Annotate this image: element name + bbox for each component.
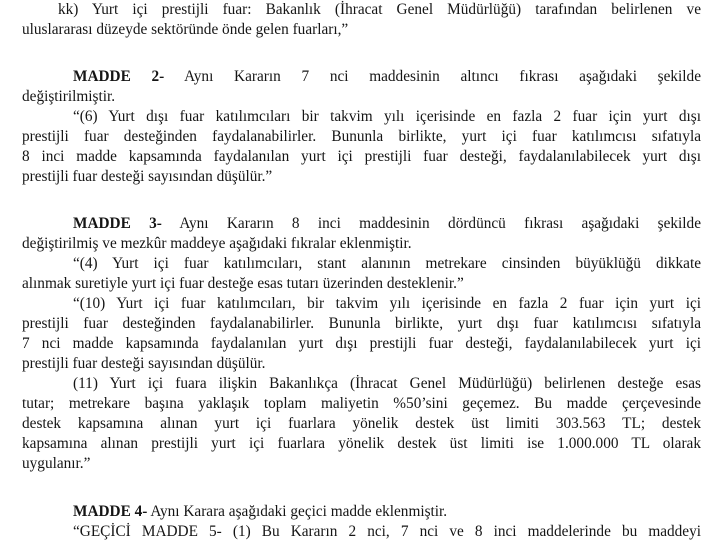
definition-kk-line-1: kk) Yurt içi prestijli fuar: Bakanlık (İhracat Genel Müdürlüğü) tarafından belirlenen ve — [58, 1, 701, 18]
madde-3-p4-line-1: “(4) Yurt içi fuar katılımcıları, stant alanının metrekare cinsinden büyüklüğü dikkate — [73, 255, 701, 272]
madde-2-intro-line-2: değiştirilmiştir. — [22, 88, 116, 105]
madde-3-heading: MADDE 3- — [73, 215, 162, 232]
madde-2-intro-text: Aynı Kararın 7 nci maddesinin altıncı fıkrası aşağıdaki şekilde — [184, 68, 701, 85]
madde-2-first-line — [73, 67, 701, 87]
madde-2-p6-line-1: “(6) Yurt dışı fuar katılımcıları bir takvim yılı içerisinde en fazla 2 fuar için yurt dışı — [73, 108, 701, 125]
madde-2-heading: MADDE 2- — [73, 68, 165, 85]
madde-4-intro-text: Aynı Karara aşağıdaki geçici madde eklenmiştir. — [150, 503, 448, 520]
madde-3-p11-line-4: kapsamına alınan prestijli yurt içi fuarlara yönelik destek üst limiti ise 1.000.000 TL olarak — [22, 435, 701, 452]
madde-3-p10-line-1: “(10) Yurt içi fuar katılımcıları, bir takvim yılı içerisinde en fazla 2 fuar için yurt içi — [73, 295, 701, 312]
definition-kk-line-2: uluslararası düzeyde sektöründe önde gelen fuarları,” — [22, 21, 349, 38]
madde-3-intro-text: Aynı Kararın 8 inci maddesinin dördüncü fıkrası aşağıdaki şekilde — [179, 215, 701, 232]
madde-4-heading: MADDE 4- — [73, 503, 148, 520]
madde-3-first-line — [73, 214, 701, 234]
madde-3-p11-line-2: tutar; metrekare başına yaklaşık toplam maliyetin %50’sini geçemez. Bu madde çerçevesinde — [22, 395, 701, 412]
madde-3-intro-line-2: değiştirilmiş ve mezkûr maddeye aşağıdaki fıkralar eklenmiştir. — [22, 235, 412, 252]
madde-3-p11-line-3: destek kapsamına alınan yurt içi fuarlara yönelik destek üst limiti 303.563 TL; destek — [22, 415, 701, 432]
madde-3-p10-line-4: prestijli fuar desteği sayısından düşülür. — [22, 355, 266, 372]
madde-2-p6-line-3: 8 inci madde kapsamında faydalanılan yurt içi prestijli fuar desteği, faydalanılabilecek yurt dışı — [22, 148, 701, 165]
madde-3-p10-line-3: 7 nci madde kapsamında faydalanılan yurt dışı prestijli fuar desteği, faydalanılabilecek yurt içi — [22, 335, 701, 352]
madde-4-first-line — [73, 502, 447, 522]
madde-2-p6-line-2: prestijli fuar desteğinden faydalanabilirler. Bununla birlikte, yurt içi fuar katılımcısı sıfatıyla — [22, 128, 701, 145]
madde-3-p11-line-1: (11) Yurt içi fuara ilişkin Bakanlıkça (İhracat Genel Müdürlüğü) belirlenen desteğe esas — [73, 375, 701, 392]
madde-4-line-2: “GEÇİCİ MADDE 5- (1) Bu Kararın 2 nci, 7 nci ve 8 inci maddelerinde bu maddeyi — [73, 523, 701, 540]
madde-3-p4-line-2: alınmak suretiyle yurt içi fuar desteğe esas tutarı üzerinden desteklenir.” — [22, 275, 464, 292]
madde-3-p11-line-5: uygulanır.” — [22, 455, 91, 472]
madde-2-p6-line-4: prestijli fuar desteği sayısından düşülür.” — [22, 168, 273, 185]
madde-3-p10-line-2: prestijli fuar desteğinden faydalanabilirler. Bununla birlikte, yurt dışı fuar katılımcısı sıfatıyla — [22, 315, 701, 332]
